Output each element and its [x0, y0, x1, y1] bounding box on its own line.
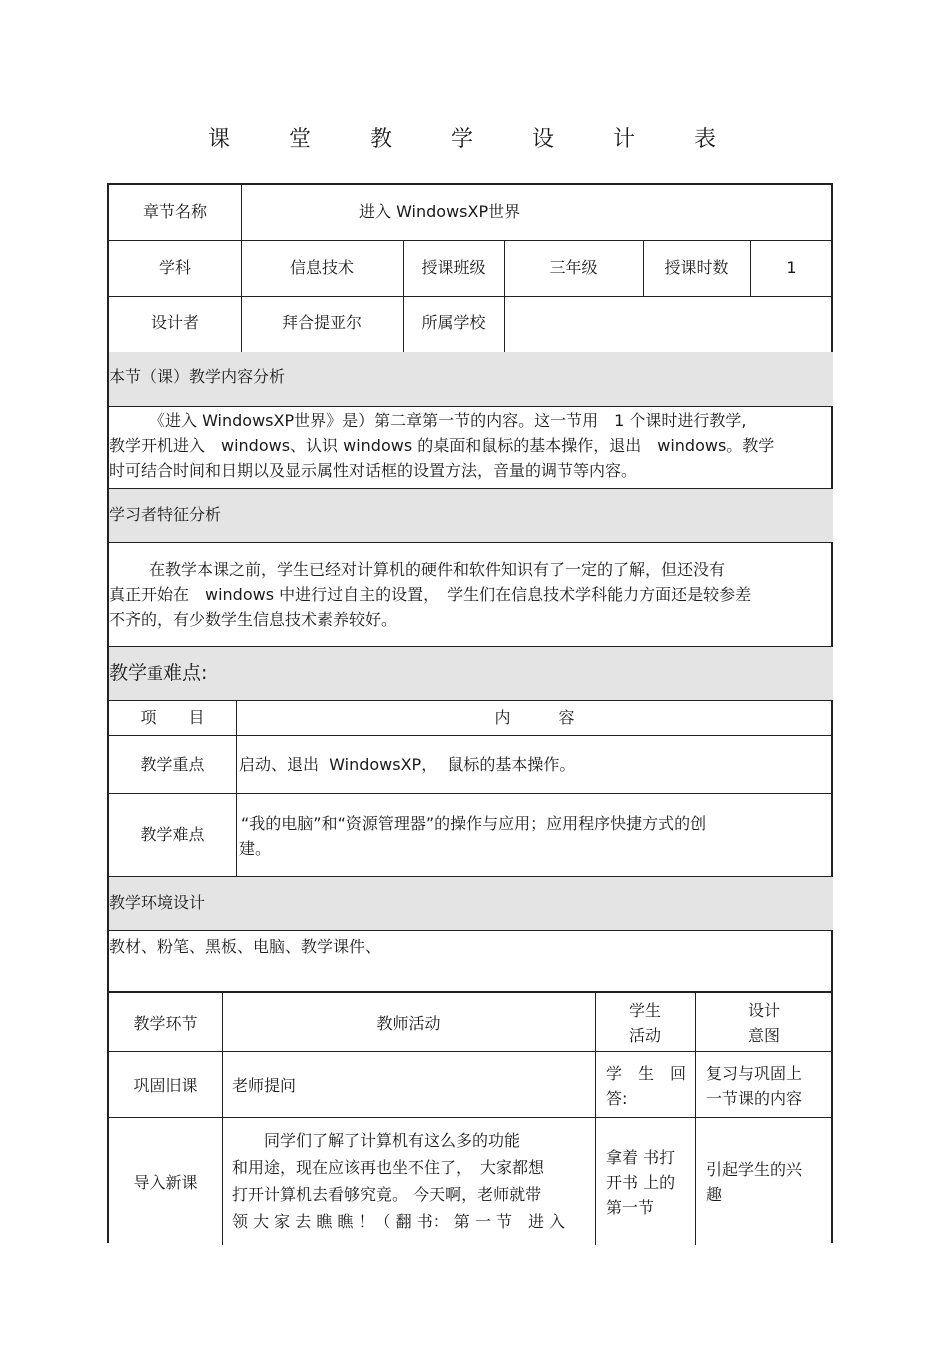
row1-design: 复习与巩固上	[706, 1064, 803, 1083]
row2-design: 趣	[706, 1185, 723, 1204]
content-analysis-line: 教学开机进入 windows、认识 windows 的桌面和鼠标的基本操作，退出 windows。教学	[109, 436, 775, 455]
environment-heading: 教学环境设计	[109, 893, 206, 912]
col-student-header: 学生	[628, 1001, 661, 1020]
difficulty-label: 教学难点	[140, 825, 205, 844]
content-analysis-line: 时可结合时间和日期以及显示属性对话框的设置方法，音量的调节等内容。	[109, 461, 638, 480]
row1-teacher: 老师提问	[232, 1076, 297, 1095]
subject-value: 信息技术	[289, 258, 354, 277]
rule	[109, 1117, 833, 1118]
rule	[109, 488, 833, 489]
rule	[109, 700, 833, 701]
school-label: 所属学校	[421, 313, 486, 332]
rule-thick	[109, 991, 833, 993]
row2-student: 拿着 书打	[606, 1148, 676, 1167]
key-points-heading-b: 重	[147, 664, 164, 683]
col-item-header: 项 目	[140, 708, 205, 727]
key-points-heading	[109, 659, 833, 688]
key-point-label: 教学重点	[140, 755, 205, 774]
chapter-label: 章节名称	[142, 202, 207, 221]
hours-label: 授课时数	[664, 258, 729, 277]
col-content-header: 内 容	[494, 708, 575, 727]
row2-teacher-line: 和用途，现在应该再也坐不住了， 大家都想	[232, 1158, 545, 1177]
row1-stage: 巩固旧课	[133, 1076, 198, 1095]
rule	[109, 1051, 833, 1052]
col-stage-header: 教学环节	[133, 1014, 198, 1033]
lesson-plan-table	[107, 183, 833, 1243]
hours-value: 1	[786, 258, 797, 277]
rule	[109, 406, 833, 407]
designer-label: 设计者	[150, 313, 199, 332]
row1-student: 答:	[606, 1089, 628, 1108]
learner-analysis-heading: 学习者特征分析	[109, 505, 222, 524]
row2-student: 开书 上的	[606, 1173, 676, 1192]
rule	[109, 930, 833, 931]
col-teacher-header: 教师活动	[376, 1014, 441, 1033]
row2-stage: 导入新课	[133, 1173, 198, 1192]
rule	[109, 646, 833, 647]
environment-text: 教材、粉笔、黑板、电脑、教学课件、	[109, 937, 382, 956]
row2-design: 引起学生的兴	[706, 1160, 803, 1179]
class-label: 授课班级	[421, 258, 486, 277]
rule	[109, 793, 833, 794]
content-analysis-line: 《进入 WindowsXP世界》是）第二章第一节的内容。这一节用 1 个课时进行教学,	[149, 411, 747, 430]
content-analysis-heading: 本节（课）教学内容分析	[109, 367, 286, 386]
difficulty-text: “我的电脑”和“资源管理器”的操作与应用；应用程序快捷方式的创	[241, 814, 707, 833]
rule	[109, 296, 833, 297]
class-value: 三年级	[549, 258, 598, 277]
row1-design: 一节课的内容	[706, 1089, 803, 1108]
learner-analysis-line: 不齐的，有少数学生信息技术素养较好。	[109, 610, 398, 629]
rule	[109, 240, 833, 241]
col-design-header: 设计	[747, 1001, 780, 1020]
row2-teacher-line: 同学们了解了计算机有这么多的功能	[264, 1131, 521, 1150]
key-point-text: 启动、退出 WindowsXP， 鼠标的基本操作。	[239, 755, 576, 774]
difficulty-text: 建。	[239, 839, 272, 858]
learner-analysis-line: 在教学本课之前，学生已经对计算机的硬件和软件知识有了一定的了解，但还没有	[149, 560, 726, 579]
key-points-heading-c: 难点:	[163, 662, 208, 684]
key-points-heading-a: 教学	[109, 662, 148, 684]
col-design-header: 意图	[747, 1026, 780, 1045]
subject-label: 学科	[158, 258, 191, 277]
row1-student: 学 生 回	[606, 1064, 687, 1083]
learner-analysis-line: 真正开始在 windows 中进行过自主的设置， 学生们在信息技术学科能力方面还是较参差	[109, 585, 752, 604]
page-title: 课 堂 教 学 设 计 表	[208, 127, 742, 152]
rule	[109, 735, 833, 736]
col-student-header: 活动	[628, 1026, 661, 1045]
chapter-value: 进入 WindowsXP世界	[359, 202, 521, 221]
row2-teacher-line: 领 大 家 去 瞧 瞧 ！（ 翻 书： 第 一 节 进 入	[232, 1212, 566, 1231]
rule	[109, 542, 833, 543]
rule	[109, 876, 833, 877]
row2-teacher-line: 打开计算机去看够究竟。 今天啊，老师就带	[232, 1185, 542, 1204]
designer-value: 拜合提亚尔	[281, 313, 362, 332]
row2-student: 第一节	[606, 1198, 655, 1217]
